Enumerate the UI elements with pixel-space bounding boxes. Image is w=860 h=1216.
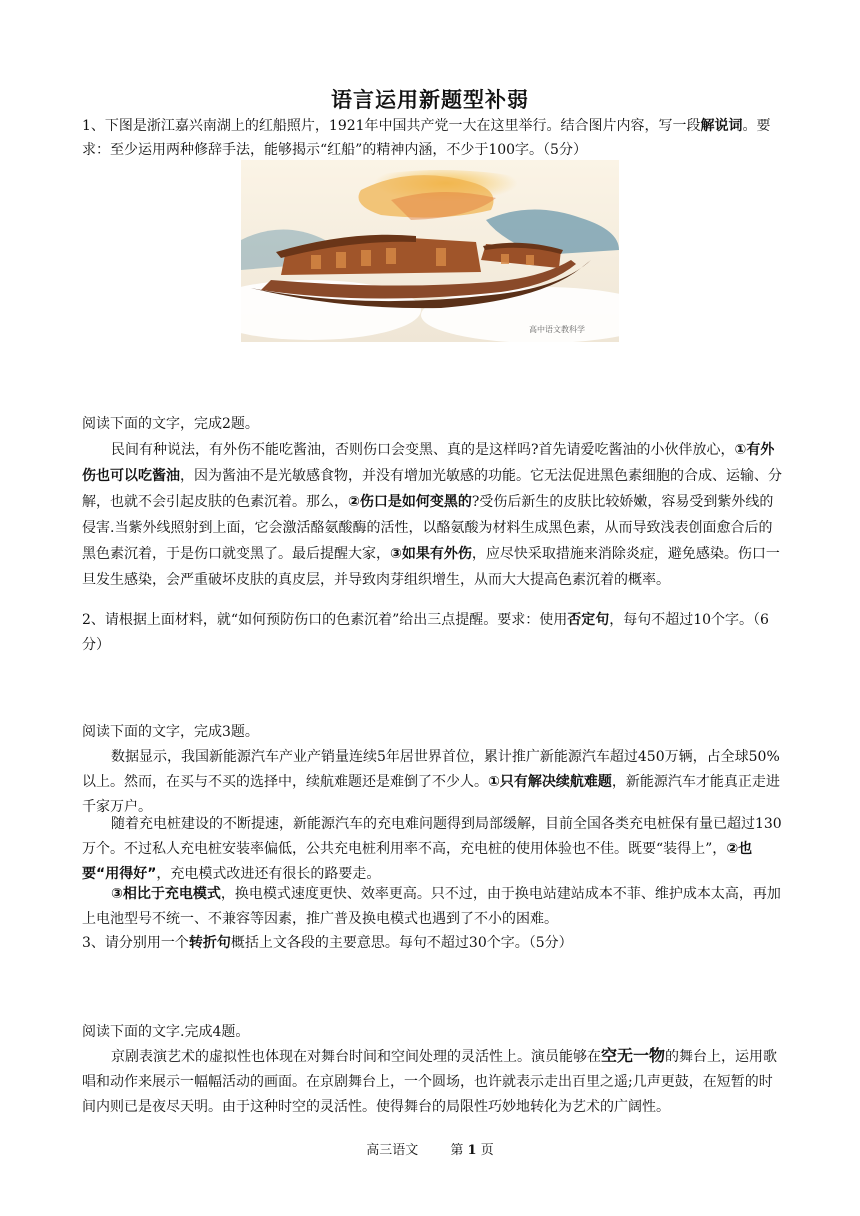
p2-bold-2: ②伤口是如何变黑的 (348, 494, 472, 510)
p4-text-1: 京剧表演艺术的虚拟性也体现在对舞台时间和空间处理的灵活性上。演员能够在 (111, 1049, 601, 1065)
p3-text-2a: 随着充电桩建设的不断提速，新能源汽车的充电难问题得到局部缓解，目前全国各类充电桩保有量已超过130万个。不过私人充电桩安装率偏低，公共充电桩利用率不高，充电桩的使用体验也不佳。既要“装得上”， (82, 816, 782, 857)
footer-page-suffix: 页 (480, 1143, 494, 1158)
p3-text-1a: 数据显示，我国新能源汽车产业产销量连续5年居世界首位，累计推广新能源汽车超过450万辆，占全球50%以上。然而，在买与不买的选择中，续航难题还是难倒了不少人。 (82, 749, 780, 790)
q1-text-c: 。要求：至少运用两种修辞手法，能够揭示“红船”的精神内涵，不少于100字。（5分） (82, 118, 771, 158)
p4-bold-1: 空无一物 (601, 1046, 666, 1065)
passage-3-para-1 (82, 745, 782, 820)
footer-page-number (450, 1143, 493, 1158)
p3-text-2c: ，充电模式改进还有很长的路要走。 (156, 866, 381, 882)
p2-text-1: 民间有种说法，有外伤不能吃酱油，否则伤口会变黑、真的是这样吗?首先请爱吃酱油的小伙伴放心， (111, 442, 735, 458)
p2-text-4: ，应尽快采取措施来消除炎症，避免感染。伤口一旦发生感染，会严重破坏皮肤的真皮层，并导致肉芽组织增生，从而大大提高色素沉着的概率。 (82, 546, 780, 588)
p3-bold-3: ③相比于充电模式 (111, 886, 221, 902)
p2-bold-3: ③如果有外伤 (390, 546, 472, 562)
q2-bold-term: 否定句 (567, 612, 610, 628)
p3-text-3c: ，换电模式速度更快、效率更高。只不过，由于换电站建站成本不菲、维护成本太高，再加上电池型号不统一、不兼容等因素，推广普及换电模式也遇到了不小的困难。 (82, 886, 781, 927)
p2-text-3: ?受伤后新生的皮肤比较娇嫩，容易受到紫外线的侵害.当紫外线照射到上面，它会激活酪氨酸酶的活性，以酪氨酸为材料生成黑色素，从而导致浅表创面愈合后的黑色素沉着，于是伤口就变黑了。最后提醒大家， (82, 494, 774, 562)
p3-bold-2: ②也要“用得好” (82, 841, 753, 882)
q3-text-c: 概括上文各段的主要意思。每句不超过30个字。（5分） (230, 935, 573, 951)
passage-4-body (82, 1043, 782, 1120)
q2-text-c: ，每句不超过10个字。（6分） (82, 612, 769, 653)
p3-bold-1: ①只有解决续航难题 (488, 774, 612, 790)
passage-2-intro: 阅读下面的文字，完成2题。 (82, 416, 259, 432)
question-2 (82, 608, 782, 658)
q3-bold-term: 转折句 (188, 935, 231, 951)
footer-subject: 高三语文 (366, 1143, 419, 1158)
footer-page-num: 1 (467, 1143, 477, 1158)
passage-2-body (82, 437, 782, 593)
question-3 (82, 931, 782, 955)
q1-bold-term: 解说词 (700, 118, 743, 134)
passage-3-intro: 阅读下面的文字，完成3题。 (82, 724, 259, 740)
passage-4-intro: 阅读下面的文字.完成4题。 (82, 1024, 250, 1040)
footer-page-prefix: 第 (450, 1143, 464, 1158)
p2-bold-1: ①有外伤也可以吃酱油 (82, 442, 775, 484)
q2-text-a: 2、请根据上面材料，就“如何预防伤口的色素沉着”给出三点提醒。要求：使用 (82, 612, 568, 628)
p3-text-1c: ，新能源汽车才能真正走进千家万户。 (82, 774, 780, 815)
q3-text-a: 3、请分别用一个 (82, 935, 189, 951)
page-title: 语言运用新题型补弱 (331, 88, 529, 112)
image-watermark-caption: 高中语文教科学 (529, 325, 585, 334)
p2-text-2: ，因为酱油不是光敏感食物，并没有增加光敏感的功能。它无法促进黑色素细胞的合成、运输、分解，也就不会引起皮肤的色素沉着。那么， (82, 468, 782, 510)
question-1 (82, 114, 782, 162)
red-boat-photo (241, 160, 619, 342)
q1-text-a: 1、下图是浙江嘉兴南湖上的红船照片，1921年中国共产党一大在这里举行。结合图片内容，写一段 (82, 118, 701, 134)
passage-3-para-3 (82, 882, 782, 932)
page-footer (0, 1139, 860, 1158)
passage-3-para-2 (82, 812, 782, 887)
p4-text-2: 的舞台上，运用歌唱和动作来展示一幅幅活动的画面。在京剧舞台上，一个圆场，也许就表示走出百里之遥;几声更鼓，在短暂的时间内则已是夜尽天明。由于这种时空的灵活性。使得舞台的局限性巧妙地转化为艺术的广阔性。 (82, 1049, 778, 1115)
